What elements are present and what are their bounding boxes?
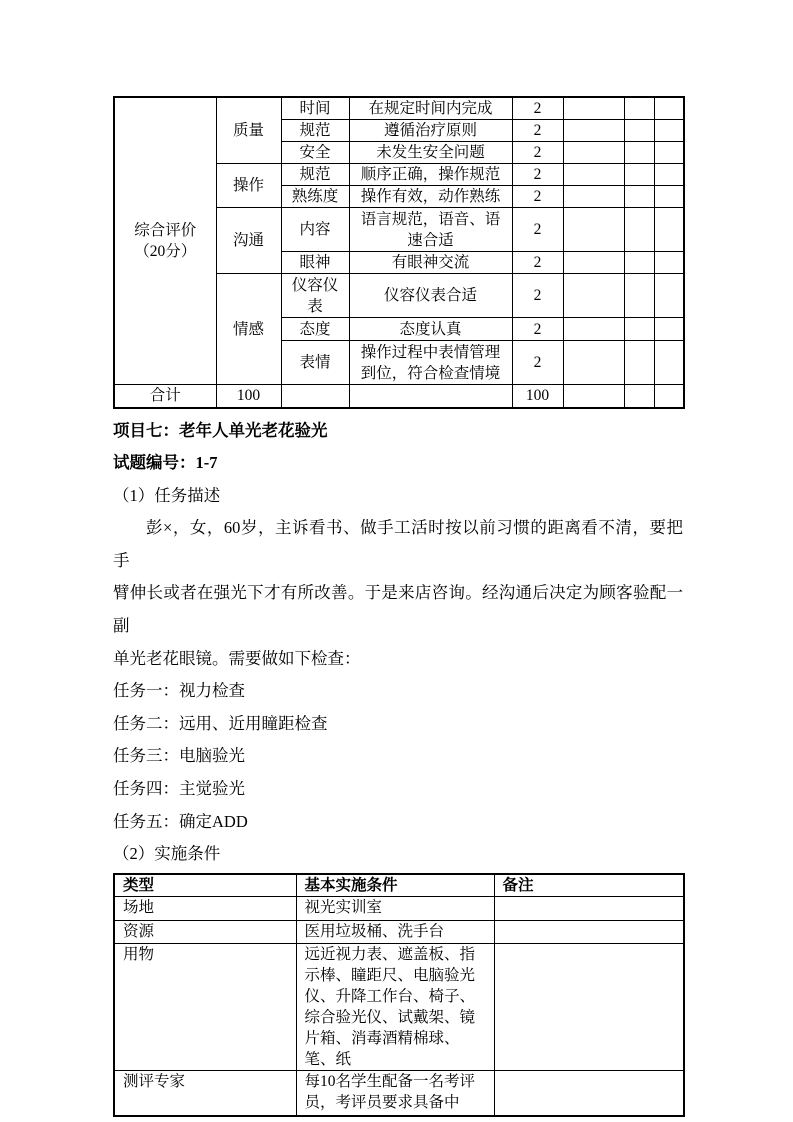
empty-cell: [654, 341, 684, 385]
exam-number: 试题编号：1-7: [113, 453, 218, 473]
task-description-heading: （1）任务描述: [113, 485, 221, 505]
empty-cell: [654, 120, 684, 142]
desc-cell: 遵循治疗原则: [349, 120, 512, 142]
empty-cell: [654, 252, 684, 274]
condition-cell: 每10名学生配备一名考评员，考评员要求具备中: [296, 1070, 494, 1116]
desc-cell: 态度认真: [349, 318, 512, 341]
group-emotion: 情感: [216, 274, 281, 385]
empty-cell: [624, 385, 654, 408]
empty-cell: [654, 142, 684, 164]
text-block: [113, 415, 683, 871]
empty-cell: [654, 385, 684, 408]
task-item: 任务四：主觉验光: [113, 779, 245, 799]
score-cell: 2: [512, 252, 563, 274]
item-cell: 内容: [281, 208, 349, 252]
task-item: 任务五：确定ADD: [113, 811, 248, 831]
note-cell: [494, 943, 684, 1070]
header-type: 类型: [114, 874, 296, 897]
conditions-heading: （2）实施条件: [113, 844, 221, 864]
empty-cell: [624, 186, 654, 208]
group-communication: 沟通: [216, 208, 281, 274]
empty-cell: [563, 341, 624, 385]
header-condition: 基本实施条件: [296, 874, 494, 897]
subtotal-cell: 100: [216, 385, 281, 408]
empty-cell: [349, 385, 512, 408]
table-row: [114, 943, 684, 1070]
desc-cell: 仪容仪表合适: [349, 274, 512, 318]
empty-cell: [624, 164, 654, 186]
total-row: [114, 385, 684, 408]
desc-cell: 操作过程中表情管理到位，符合检查情境: [349, 341, 512, 385]
score-cell: 2: [512, 186, 563, 208]
note-cell: [494, 1070, 684, 1116]
task-item: 任务一：视力检查: [113, 681, 245, 701]
item-cell: 表情: [281, 341, 349, 385]
condition-cell: 远近视力表、遮盖板、指示棒、瞳距尺、电脑验光仪、升降工作台、椅子、综合验光仪、试戴架、镜片箱、消毒酒精棉球、笔、纸: [296, 943, 494, 1070]
empty-cell: [624, 341, 654, 385]
condition-cell: 视光实训室: [296, 896, 494, 920]
type-cell: 测评专家: [114, 1070, 296, 1116]
paragraph-line: 单光老花眼镜。需要做如下检查：: [113, 648, 361, 668]
empty-cell: [563, 385, 624, 408]
task-item: 任务二：远用、近用瞳距检查: [113, 713, 328, 733]
page-content: [113, 96, 683, 1117]
paragraph-line: 臂伸长或者在强光下才有所改善。于是来店咨询。经沟通后决定为顾客验配一副: [113, 583, 683, 636]
total-label-cell: 合计: [114, 385, 216, 408]
header-note: 备注: [494, 874, 684, 897]
table-row: [114, 896, 684, 920]
empty-cell: [624, 208, 654, 252]
desc-cell: 顺序正确，操作规范: [349, 164, 512, 186]
score-cell: 2: [512, 208, 563, 252]
empty-cell: [654, 186, 684, 208]
empty-cell: [563, 164, 624, 186]
group-quality: 质量: [216, 97, 281, 164]
desc-cell: 在规定时间内完成: [349, 97, 512, 120]
empty-cell: [654, 274, 684, 318]
type-cell: 用物: [114, 943, 296, 1070]
empty-cell: [563, 186, 624, 208]
empty-cell: [624, 120, 654, 142]
group-operation: 操作: [216, 164, 281, 208]
empty-cell: [654, 97, 684, 120]
item-cell: 时间: [281, 97, 349, 120]
score-cell: 2: [512, 274, 563, 318]
desc-cell: 操作有效，动作熟练: [349, 186, 512, 208]
item-cell: 眼神: [281, 252, 349, 274]
header-row: [114, 874, 684, 897]
empty-cell: [563, 252, 624, 274]
desc-cell: 语言规范，语音、语速合适: [349, 208, 512, 252]
left-header-line2: （20分）: [134, 243, 197, 260]
table-row: [114, 97, 684, 120]
table-row: [114, 920, 684, 943]
project-title: 项目七：老年人单光老花验光: [113, 420, 328, 440]
score-table-left-header: [114, 97, 216, 385]
desc-cell: 有眼神交流: [349, 252, 512, 274]
task-item: 任务三：电脑验光: [113, 746, 245, 766]
item-cell: 仪容仪表: [281, 274, 349, 318]
total-score-cell: 100: [512, 385, 563, 408]
empty-cell: [654, 208, 684, 252]
note-cell: [494, 896, 684, 920]
table-row: [114, 1070, 684, 1116]
empty-cell: [281, 385, 349, 408]
left-header-line1: 综合评价: [134, 222, 197, 239]
empty-cell: [654, 318, 684, 341]
score-cell: 2: [512, 341, 563, 385]
empty-cell: [563, 120, 624, 142]
empty-cell: [624, 274, 654, 318]
score-cell: 2: [512, 318, 563, 341]
item-cell: 安全: [281, 142, 349, 164]
desc-cell: 未发生安全问题: [349, 142, 512, 164]
score-cell: 2: [512, 97, 563, 120]
paragraph-line: 彭×，女，60岁，主诉看书、做手工活时按以前习惯的距离看不清，要把手: [113, 518, 683, 570]
item-cell: 规范: [281, 164, 349, 186]
empty-cell: [624, 318, 654, 341]
item-cell: 态度: [281, 318, 349, 341]
condition-cell: 医用垃圾桶、洗手台: [296, 920, 494, 943]
score-cell: 2: [512, 120, 563, 142]
score-cell: 2: [512, 164, 563, 186]
empty-cell: [624, 252, 654, 274]
type-cell: 资源: [114, 920, 296, 943]
type-cell: 场地: [114, 896, 296, 920]
score-cell: 2: [512, 142, 563, 164]
item-cell: 规范: [281, 120, 349, 142]
item-cell: 熟练度: [281, 186, 349, 208]
score-table: [113, 96, 685, 409]
empty-cell: [563, 274, 624, 318]
note-cell: [494, 920, 684, 943]
empty-cell: [563, 142, 624, 164]
conditions-table: [113, 873, 685, 1117]
empty-cell: [563, 208, 624, 252]
empty-cell: [624, 142, 654, 164]
empty-cell: [563, 97, 624, 120]
empty-cell: [624, 97, 654, 120]
empty-cell: [563, 318, 624, 341]
empty-cell: [654, 164, 684, 186]
